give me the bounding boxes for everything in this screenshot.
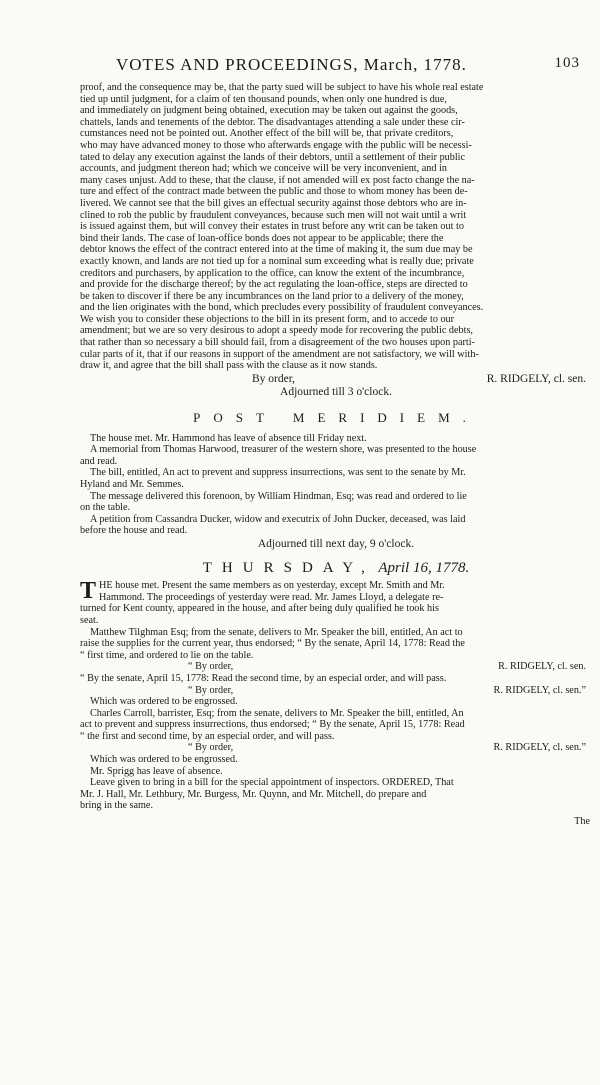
text-line: who may have advanced money to those who afterwards engage with the public will be necessi-	[80, 139, 472, 151]
text-line: raise the supplies for the current year, thus endorsed; “ By the senate, April 14, 1778: Read the	[80, 638, 465, 650]
text-line: “ the first and second time, by an especial order, and will pass.	[80, 730, 335, 742]
text-line: before the house and read.	[80, 525, 188, 537]
text-line: creditors and purchasers, by application to the office, can know the extent of the incumbrance,	[80, 267, 465, 279]
text-line: and read.	[80, 455, 118, 467]
quoted-signature	[80, 661, 592, 673]
text-line: exactly known, and lands are not tied up for a nominal sum exceeding what is really due; private	[80, 255, 474, 267]
text-line: Hyland and Mr. Semmes.	[80, 479, 184, 490]
text-line: and the lien originates with the bond, which precludes every possibility of fraudulent conveyances.	[80, 302, 484, 314]
section-heading-post-meridiem: POST MERIDIEM.	[193, 410, 479, 426]
text-line: is issued against them, but will convey their estates in trust before any writ can be taken out to	[80, 221, 464, 233]
text-line: Hammond. The proceedings of yesterday were read. Mr. James Lloyd, a delegate re-	[99, 591, 444, 603]
text-line: debtor knows the effect of the contract entered into at the time of making it, the sum due may be	[80, 244, 473, 256]
text-line: Which was ordered to be engrossed.	[90, 696, 238, 708]
text-line: and immediately on judgment being obtained, execution may be taken out against the goods,	[80, 105, 458, 117]
text-line: Charles Carroll, barrister, Esq; from the senate, delivers to Mr. Speaker the bill, entitled, An	[90, 707, 464, 719]
day-date: April 16, 1778.	[378, 559, 470, 576]
clerk-name: R. RIDGELY, cl. sen.”	[493, 684, 586, 696]
text-line: cumstances need not be pointed out. Another effect of the bill will be, that private creditors,	[80, 128, 454, 140]
text-line: livered. We cannot see that the bill gives an effectual security against those debtors who are in-	[80, 197, 467, 209]
text-line: Matthew Tilghman Esq; from the senate, delivers to Mr. Speaker the bill, entitled, An act to	[90, 626, 463, 638]
quoted-signature	[80, 742, 592, 754]
text-line: “ By the senate, April 15, 1778: Read the second time, by an especial order, and will pass.	[80, 672, 447, 684]
afternoon-proceedings	[80, 433, 592, 537]
text-fragment: HE house met. Present the same members as on yesterday, except Mr. Smith and Mr.	[99, 580, 445, 592]
running-header	[80, 55, 580, 77]
adjournment: Adjourned till next day, 9 o'clock.	[257, 537, 415, 550]
text-line: The house met. Mr. Hammond has leave of absence till Friday next.	[90, 432, 367, 444]
catchword: The	[574, 816, 590, 828]
text-line: many cases unjust. Add to these, that the clause, if not amended will ex post facto change the na-	[80, 174, 475, 186]
clerk-name: R. RIDGELY, cl. sen.	[498, 661, 586, 673]
drop-cap: T	[80, 578, 97, 605]
day-name: THURSDAY,	[202, 559, 375, 576]
text-line: We wish you to consider these objections to the bill in its present form, and to accede to our	[80, 313, 455, 325]
quoted-signature	[80, 685, 592, 697]
text-line: cular parts of it, that if our reasons in support of the amendment are not satisfactory, we will with-	[80, 348, 479, 360]
page-number: 103	[554, 55, 580, 71]
by-order: “ By order,	[188, 742, 234, 754]
text-line: A petition from Cassandra Ducker, widow and executrix of John Ducker, deceased, was laid	[90, 513, 466, 525]
text-line: amendment; but we are so very desirous to adopt a speedy mode for recovering the public debts,	[80, 325, 473, 337]
text-line: seat.	[80, 614, 99, 626]
clerk-name: R. RIDGELY, cl. sen.	[486, 372, 586, 385]
header-title: VOTES AND PROCEEDINGS, March, 1778.	[116, 55, 467, 74]
text-line: bind their lands. The case of loan-office bonds does not appear to be applicable; there the	[80, 232, 444, 244]
adjournment: Adjourned till 3 o'clock.	[280, 386, 392, 399]
text-line: A memorial from Thomas Harwood, treasurer of the western shore, was presented to the house	[90, 444, 477, 456]
text-line: be taken to discover if there be any incumbrances on the land prior to a delivery of the money,	[80, 290, 464, 302]
text-line: clined to rob the public by fraudulent conveyances, because such men will not wait until a writ	[80, 209, 467, 221]
by-order: “ By order,	[188, 684, 234, 696]
text-line: and provide for the discharge thereof; by the act regulating the loan-office, steps are directed to	[80, 279, 468, 291]
text-line: proof, and the consequence may be, that the party sued will be subject to have his whole real estate	[80, 82, 484, 93]
text-line: chattels, lands and tenements of the debtor. The disadvantages attending a sale under these cir-	[80, 116, 465, 128]
day-heading	[80, 559, 592, 576]
text-line: The bill, entitled, An act to prevent and suppress insurrections, was sent to the senate by Mr.	[90, 467, 466, 479]
text-line: tated to delay any execution against the lands of their debtors, until a settlement of their public	[80, 151, 466, 163]
clerk-name: R. RIDGELY, cl. sen.”	[493, 742, 586, 754]
thursday-proceedings	[80, 580, 592, 812]
text-line: tied up until judgment, for a claim of ten thousand pounds, when only one hundred is due,	[80, 93, 447, 105]
page-body	[80, 82, 592, 828]
continued-paragraph	[80, 82, 592, 372]
text-line: accounts, and judgment thereon had; which we conceive will be very inconvenient, and in	[80, 163, 447, 175]
by-order: “ By order,	[188, 661, 234, 673]
text-line: Leave given to bring in a bill for the special appointment of inspectors. ORDERED, That	[90, 777, 454, 789]
text-line: Mr. Sprigg has leave of absence.	[90, 765, 223, 777]
text-line: act to prevent and suppress insurrections, thus endorsed; “ By the senate, April 15, 1778: Read	[80, 719, 465, 731]
text-line: “ first time, and ordered to lie on the table.	[80, 649, 254, 661]
text-line: turned for Kent county, appeared in the house, and after being duly qualified he took his	[80, 603, 439, 615]
text-line: ture and effect of the contract made between the public and those to whom money has been de-	[80, 186, 468, 198]
text-line: bring in the same.	[80, 800, 153, 812]
by-order: By order,	[252, 372, 295, 385]
text-line: that rather than so necessary a bill should fail, from a disagreement of the two houses upon parti-	[80, 337, 475, 349]
text-line: Mr. J. Hall, Mr. Lethbury, Mr. Burgess, Mr. Quynn, and Mr. Mitchell, do prepare and	[80, 788, 427, 800]
text-line: Which was ordered to be engrossed.	[90, 754, 238, 766]
signature-line	[80, 374, 592, 386]
text-line: draw it, and agree that the bill shall pass with the clause as it now stands.	[80, 360, 378, 372]
text-line: The message delivered this forenoon, by William Hindman, Esq; was read and ordered to lie	[90, 490, 467, 502]
text-line: on the table.	[80, 502, 131, 514]
